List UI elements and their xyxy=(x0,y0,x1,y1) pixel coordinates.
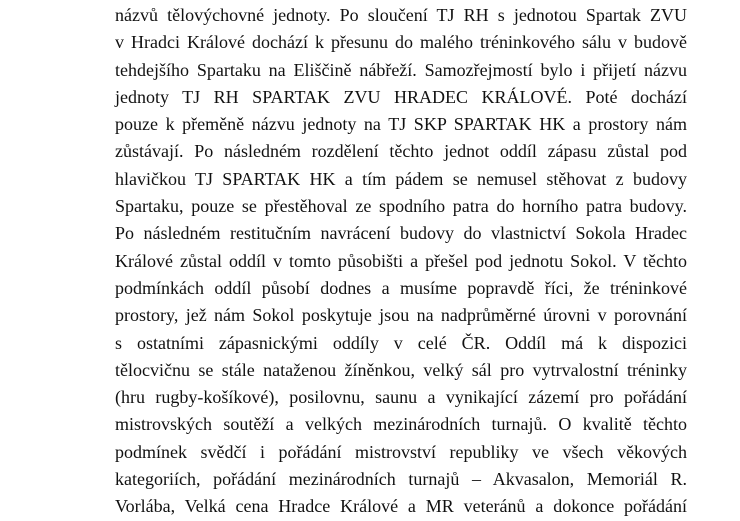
text-line-17: podmínek svědčí i pořádání mistrovství republiky ve všech věkových xyxy=(115,441,687,462)
body-paragraph xyxy=(115,2,687,521)
text-line-11: podmínkách oddíl působí dodnes a musíme popravdě říci, že tréninkové xyxy=(115,277,687,298)
text-line-10: Králové zůstal oddíl v tomto působišti a přešel pod jednotu Sokol. V těchto xyxy=(115,250,687,271)
text-line-2: v Hradci Králové dochází k přesunu do malého tréninkového sálu v budově xyxy=(115,32,687,53)
text-line-6: zůstávají. Po následném rozdělení těchto jednot oddíl zápasu zůstal pod xyxy=(115,141,687,162)
text-line-5: pouze k přeměně názvu jednoty na TJ SKP SPARTAK HK a prostory nám xyxy=(115,114,687,135)
text-line-12: prostory, jež nám Sokol poskytuje jsou na nadprůměrné úrovni v porovnání xyxy=(115,305,687,326)
text-line-14: tělocvičnu se stále nataženou žíněnkou, velký sál pro vytrvalostní tréninky xyxy=(115,359,687,380)
text-line-7: hlavičkou TJ SPARTAK HK a tím pádem se nemusel stěhovat z budovy xyxy=(115,168,687,189)
text-line-18: kategoriích, pořádání mezinárodních turnajů – Akvasalon, Memoriál R. xyxy=(115,469,687,490)
text-line-8: Spartaku, pouze se přestěhoval ze spodního patra do horního patra budovy. xyxy=(115,196,687,217)
text-line-4: jednoty TJ RH SPARTAK ZVU HRADEC KRÁLOVÉ. Poté dochází xyxy=(115,86,687,107)
text-line-16: mistrovských soutěží a velkých mezinárodních turnajů. O kvalitě těchto xyxy=(115,414,687,435)
text-line-3: tehdejšího Spartaku na Eliščině nábřeží. Samozřejmostí bylo i přijetí názvu xyxy=(115,59,687,80)
text-line-9: Po následném restitučním navrácení budovy do vlastnictví Sokola Hradec xyxy=(115,223,687,244)
text-line-19: Vorlába, Velká cena Hradce Králové a MR veteránů a dokonce pořádání xyxy=(115,496,687,517)
text-line-15: (hru rugby-košíkové), posilovnu, saunu a vynikající zázemí pro pořádání xyxy=(115,387,687,408)
text-line-1: názvů tělovýchovné jednoty. Po sloučení TJ RH s jednotou Spartak ZVU xyxy=(115,5,687,25)
text-line-13: s ostatními zápasnickými oddíly v celé ČR. Oddíl má k dispozici xyxy=(115,332,687,353)
